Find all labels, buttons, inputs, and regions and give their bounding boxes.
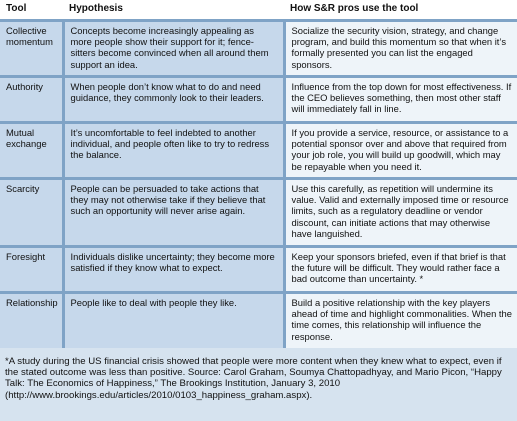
table-header-row (0, 0, 517, 21)
table-row (0, 123, 517, 179)
tool-cell: Relationship (0, 293, 63, 349)
tool-cell: Scarcity (0, 179, 63, 247)
use-cell: Build a positive relationship with the key players ahead of time and highlight commonalities. When the time comes, this relationship will influence the response. (284, 293, 517, 349)
hypothesis-cell: Concepts become increasingly appealing as more people show their support for it; fence-sitters become convinced when all around them support an idea. (63, 21, 284, 77)
table-row (0, 247, 517, 293)
tool-cell: Authority (0, 77, 63, 123)
hypothesis-cell: When people don’t know what to do and need guidance, they commonly look to their leaders. (63, 77, 284, 123)
tool-cell: Foresight (0, 247, 63, 293)
header-use: How S&R pros use the tool (284, 0, 517, 21)
header-tool: Tool (0, 0, 63, 21)
use-cell: Use this carefully, as repetition will undermine its value. Valid and externally imposed time or resource limits, such as a regulatory deadline or vendor discount, can initiate actions that may otherwise have languished. (284, 179, 517, 247)
tool-cell: Mutual exchange (0, 123, 63, 179)
table-row (0, 293, 517, 349)
use-cell: Influence from the top down for most effectiveness. If the CEO believes something, then most other staff will immediately fall in line. (284, 77, 517, 123)
use-cell: If you provide a service, resource, or assistance to a potential sponsor over and above that required from your job role, you will build up goodwill, which may be repayable when you need it. (284, 123, 517, 179)
use-cell: Keep your sponsors briefed, even if that brief is that the future will be difficult. They would rather face a bad outcome than uncertainty. * (284, 247, 517, 293)
hypothesis-cell: People can be persuaded to take actions that they may not otherwise take if they believe that such an opportunity will never arise again. (63, 179, 284, 247)
hypothesis-cell: People like to deal with people they like. (63, 293, 284, 349)
header-hypothesis: Hypothesis (63, 0, 284, 21)
hypothesis-cell: Individuals dislike uncertainty; they become more satisfied if they know what to expect. (63, 247, 284, 293)
table-row (0, 77, 517, 123)
tool-cell: Collective momentum (0, 21, 63, 77)
use-cell: Socialize the security vision, strategy, and change program, and build this momentum so that when it’s formally presented you can list the engaged sponsors. (284, 21, 517, 77)
table-row (0, 21, 517, 77)
hypothesis-cell: It’s uncomfortable to feel indebted to another individual, and people often like to try to redress the balance. (63, 123, 284, 179)
footnote: *A study during the US financial crisis showed that people were more content when they knew what to expect, even if the stated outcome was less than positive. Source: Carol Graham, Soumya Chattopadhyay, and Mario Picon, “Happy Talk: The Economics of Happiness,” The Brookings Institution, January 3, 2010 (http://www.brookings.edu/articles/2010/0103_happiness_graham.aspx). (5, 356, 502, 401)
table-row (0, 179, 517, 247)
